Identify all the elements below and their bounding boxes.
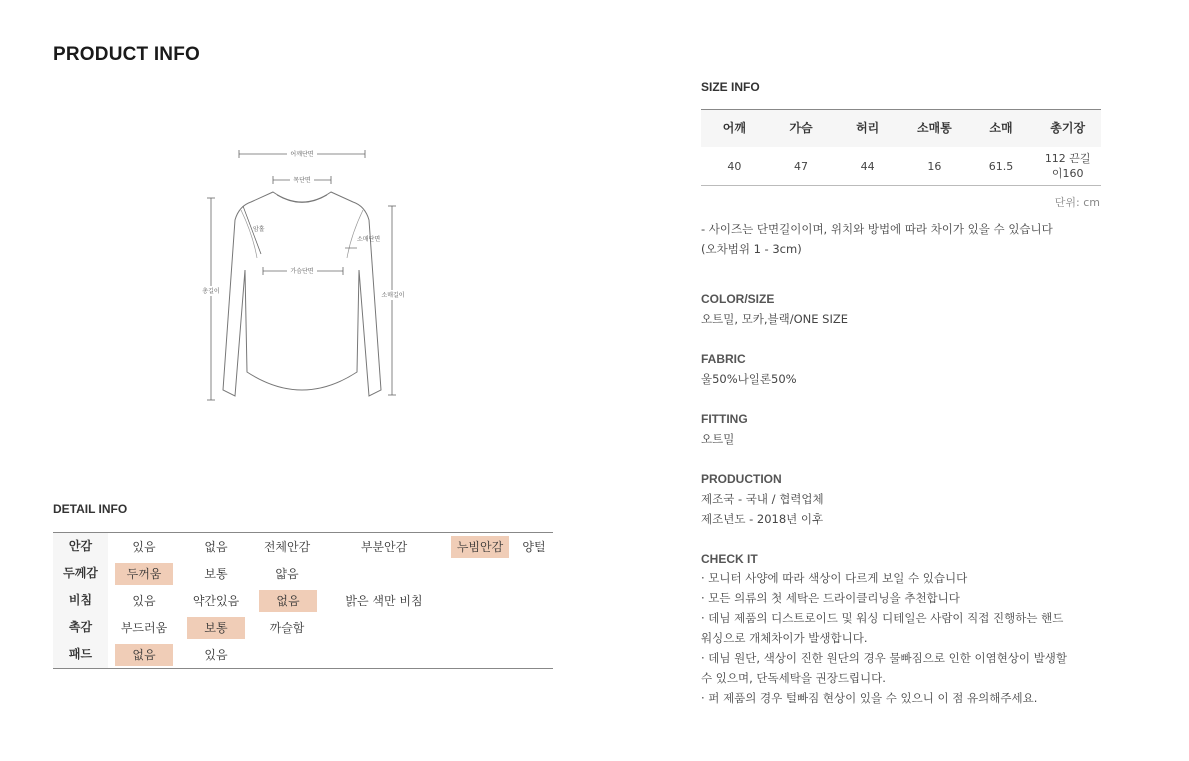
detail-option: 있음 (132, 594, 156, 608)
detail-category: 두께감 (53, 560, 108, 587)
fabric-text (701, 369, 797, 389)
check-it-list (701, 568, 1101, 708)
detail-category: 촉감 (53, 614, 108, 641)
detail-category: 안감 (53, 533, 108, 560)
size-table-header (701, 110, 1101, 147)
check-it-line: · 모니터 사양에 따라 색상이 다르게 보일 수 있습니다 (701, 571, 968, 585)
detail-option: 있음 (132, 540, 156, 554)
detail-option: 까슬함 (269, 621, 305, 635)
color-size-text (701, 309, 848, 329)
detail-row-thickness (53, 560, 553, 587)
detail-option-selected: 누빔안감 (451, 536, 509, 558)
size-header-cell: 소매통 (916, 121, 952, 135)
detail-option: 밝은 색만 비침 (345, 594, 423, 608)
detail-option-selected: 보통 (187, 617, 245, 639)
page-title: PRODUCT INFO (53, 44, 201, 65)
detail-option: 전체안감 (263, 540, 311, 554)
detail-category: 패드 (53, 641, 108, 668)
detail-option-selected: 두꺼움 (115, 563, 173, 585)
detail-option: 얇음 (275, 567, 299, 581)
sweater-sketch (195, 140, 425, 410)
detail-row-texture (53, 614, 553, 641)
check-it-line: · 데님 제품의 디스트로이드 및 워싱 디테일은 사람이 직접 진행하는 핸드 (701, 611, 1064, 625)
check-it-line: · 데님 원단, 색상이 진한 원단의 경우 물빠짐으로 인한 이염현상이 발생할 (701, 651, 1068, 665)
detail-info-heading: DETAIL INFO (53, 502, 128, 516)
size-header-cell: 허리 (856, 121, 880, 135)
size-header-cell: 어깨 (722, 121, 746, 135)
detail-option: 보통 (204, 567, 228, 581)
check-it-heading: CHECK IT (701, 552, 758, 566)
detail-option: 있음 (204, 648, 228, 662)
detail-row-pad (53, 641, 553, 668)
size-table-row (701, 147, 1101, 185)
fitting-line: 오트밀 (701, 432, 735, 446)
fabric-heading: FABRIC (701, 352, 746, 366)
detail-option: 양털 (522, 540, 546, 554)
label-shoulder: 어깨단면 (290, 151, 314, 158)
label-armhole: 암홀 (253, 226, 265, 233)
size-value-cell: 47 (794, 159, 808, 173)
check-it-line: 워싱으로 개체차이가 발생합니다. (701, 631, 868, 645)
fitting-text (701, 429, 734, 449)
size-note-line: - 사이즈는 단면길이이며, 위치와 방법에 따라 차이가 있을 수 있습니다 (701, 222, 1053, 236)
size-header-cell: 총기장 (1050, 121, 1086, 135)
detail-option-selected: 없음 (115, 644, 173, 666)
detail-option: 없음 (204, 540, 228, 554)
detail-option: 부분안감 (360, 540, 408, 554)
production-text (701, 489, 824, 529)
check-it-line: · 퍼 제품의 경우 털빠짐 현상이 있을 수 있으니 이 점 유의해주세요. (701, 691, 1038, 705)
size-value-cell: 61.5 (988, 159, 1014, 173)
production-heading: PRODUCTION (701, 472, 782, 486)
label-sleeve-width: 소매단면 (357, 236, 381, 243)
production-line: 제조년도 - 2018년 이후 (701, 512, 824, 526)
label-total-length: 총길이 (202, 288, 220, 295)
check-it-line: 수 있으며, 단독세탁을 권장드립니다. (701, 671, 886, 685)
size-note-line: (오차범위 1 - 3cm) (701, 242, 802, 256)
size-value-cell: 112 끈길이160 (1044, 152, 1091, 180)
size-value-cell: 44 (860, 159, 875, 173)
detail-row-lining (53, 533, 553, 560)
color-size-heading: COLOR/SIZE (701, 292, 775, 306)
size-value-cell: 16 (927, 159, 942, 173)
label-neck: 목단면 (293, 177, 311, 184)
size-note (701, 219, 1101, 259)
fabric-line: 울50%나일론50% (701, 372, 797, 386)
size-unit-label: 단위: cm (1054, 196, 1100, 209)
color-size-line: 오트밀, 모카,블랙/ONE SIZE (701, 312, 849, 326)
size-value-cell: 40 (727, 159, 742, 173)
label-chest: 가슴단면 (290, 268, 314, 275)
detail-info-table (53, 532, 553, 669)
size-info-heading: SIZE INFO (701, 80, 760, 94)
size-header-cell: 가슴 (789, 121, 813, 135)
detail-option: 부드러움 (120, 621, 168, 635)
size-header-cell: 소매 (989, 121, 1013, 135)
detail-option-selected: 없음 (259, 590, 317, 612)
detail-row-sheerness (53, 587, 553, 614)
production-line: 제조국 - 국내 / 협력업체 (701, 492, 824, 506)
label-sleeve-length: 소매길이 (381, 292, 405, 299)
check-it-line: · 모든 의류의 첫 세탁은 드라이클리닝을 추천합니다 (701, 591, 960, 605)
size-info-table (701, 109, 1101, 186)
fitting-heading: FITTING (701, 412, 748, 426)
detail-category: 비침 (53, 587, 108, 614)
garment-diagram (195, 140, 425, 410)
detail-option: 약간있음 (192, 594, 240, 608)
